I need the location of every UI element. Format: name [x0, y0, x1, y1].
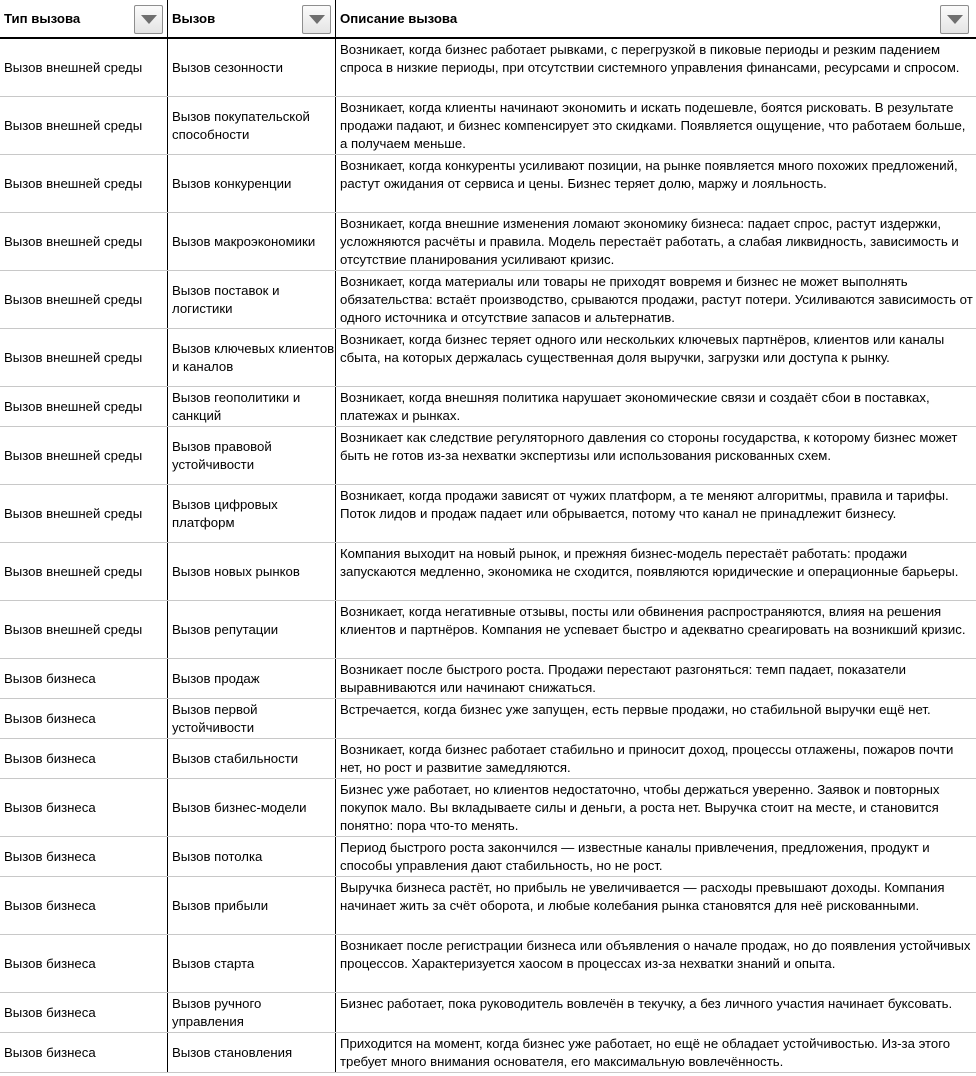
type-cell[interactable] — [0, 739, 168, 778]
description-cell[interactable] — [336, 659, 976, 698]
challenge-cell[interactable] — [168, 1033, 336, 1072]
challenge-cell-text: Вызов ручного управления — [172, 995, 262, 1029]
table-row — [0, 39, 976, 97]
type-cell-text: Вызов внешней среды — [4, 505, 143, 521]
type-cell-text: Вызов бизнеса — [4, 710, 96, 726]
table-row — [0, 329, 976, 387]
challenge-cell-text: Вызов поставок и логистики — [172, 282, 280, 316]
description-cell-text: Возникает, когда конкуренты усиливают позиции, на рынке появляется много похожих предложений, растут ожидания от сервиса и цены. Бизнес теряет долю, маржу и лояльность. — [340, 158, 958, 191]
challenge-cell[interactable] — [168, 97, 336, 154]
challenge-cell[interactable] — [168, 601, 336, 658]
filter-dropdown-type[interactable] — [134, 5, 163, 34]
description-cell[interactable] — [336, 485, 976, 542]
table-row — [0, 837, 976, 877]
type-cell[interactable] — [0, 155, 168, 212]
challenge-cell-text: Вызов становления — [172, 1044, 293, 1060]
type-cell-text: Вызов бизнеса — [4, 955, 96, 971]
challenge-cell[interactable] — [168, 427, 336, 484]
description-cell[interactable] — [336, 39, 976, 96]
challenge-cell[interactable] — [168, 39, 336, 96]
challenge-cell-text: Вызов продаж — [172, 670, 260, 686]
description-cell[interactable] — [336, 877, 976, 934]
description-cell-text: Возникает, когда внешняя политика нарушает экономические связи и создаёт сбои в поставках, платежах и рынках. — [340, 390, 930, 423]
challenge-cell[interactable] — [168, 329, 336, 386]
table-row — [0, 699, 976, 739]
table-row — [0, 155, 976, 213]
type-cell-text: Вызов бизнеса — [4, 799, 96, 815]
type-cell-text: Вызов бизнеса — [4, 848, 96, 864]
table-row — [0, 271, 976, 329]
type-cell[interactable] — [0, 837, 168, 876]
challenge-cell-text: Вызов сезонности — [172, 59, 283, 75]
chevron-down-icon — [947, 15, 963, 24]
type-cell-text: Вызов бизнеса — [4, 897, 96, 913]
type-cell-text: Вызов внешней среды — [4, 233, 143, 249]
description-cell-text: Период быстрого роста закончился — известные каналы привлечения, предложения, продукт и способы управления дают стабильность, но не рост. — [340, 840, 930, 873]
challenge-cell-text: Вызов ключевых клиентов и каналов — [172, 340, 335, 374]
type-cell-text: Вызов внешней среды — [4, 563, 143, 579]
challenge-cell[interactable] — [168, 387, 336, 426]
type-cell-text: Вызов внешней среды — [4, 447, 143, 463]
table-row — [0, 779, 976, 837]
description-cell[interactable] — [336, 779, 976, 836]
description-cell[interactable] — [336, 387, 976, 426]
table-row — [0, 387, 976, 427]
challenge-cell-text: Вызов макроэкономики — [172, 233, 316, 249]
challenge-cell[interactable] — [168, 837, 336, 876]
type-cell[interactable] — [0, 877, 168, 934]
table-row — [0, 601, 976, 659]
header-label-description: Описание вызова — [340, 11, 458, 26]
challenge-cell[interactable] — [168, 877, 336, 934]
header-row — [0, 0, 976, 39]
filter-dropdown-challenge[interactable] — [302, 5, 331, 34]
table-row — [0, 739, 976, 779]
description-cell[interactable] — [336, 837, 976, 876]
type-cell-text: Вызов внешней среды — [4, 175, 143, 191]
challenge-cell-text: Вызов первой устойчивости — [172, 701, 258, 735]
description-cell-text: Возникает, когда клиенты начинают экономить и искать подешевле, боятся рисковать. В результате продажи падают, и бизнес компенсирует это скидками. Появляется ощущение, что работаем больше, а получаем меньше. — [340, 100, 966, 151]
type-cell[interactable] — [0, 271, 168, 328]
type-cell[interactable] — [0, 1033, 168, 1072]
description-cell[interactable] — [336, 935, 976, 992]
description-cell[interactable] — [336, 97, 976, 154]
type-cell[interactable] — [0, 543, 168, 600]
header-cell-type — [0, 0, 168, 37]
description-cell-text: Возникает, когда бизнес работает рывками, с перегрузкой в пиковые периоды и резким падением спроса в низкие периоды, при отсутствии системного управления финансами, ресурсами и спросом. — [340, 42, 960, 75]
table-row — [0, 1033, 976, 1073]
challenge-cell[interactable] — [168, 271, 336, 328]
description-cell[interactable] — [336, 993, 976, 1032]
table-row — [0, 543, 976, 601]
description-cell[interactable] — [336, 271, 976, 328]
challenge-cell-text: Вызов конкуренции — [172, 175, 292, 191]
challenge-cell-text: Вызов правовой устойчивости — [172, 438, 272, 472]
challenge-cell-text: Вызов стабильности — [172, 750, 299, 766]
challenge-cell[interactable] — [168, 485, 336, 542]
table-row — [0, 877, 976, 935]
description-cell[interactable] — [336, 155, 976, 212]
challenge-cell[interactable] — [168, 993, 336, 1032]
type-cell-text: Вызов бизнеса — [4, 1044, 96, 1060]
description-cell-text: Возникает после быстрого роста. Продажи перестают разгоняться: темп падает, показатели выравниваются или начинают снижаться. — [340, 662, 906, 695]
description-cell-text: Встречается, когда бизнес уже запущен, есть первые продажи, но стабильной выручки ещё нет. — [340, 702, 931, 717]
challenge-cell[interactable] — [168, 659, 336, 698]
type-cell[interactable] — [0, 387, 168, 426]
header-cell-description — [336, 0, 976, 37]
challenge-cell[interactable] — [168, 155, 336, 212]
description-cell[interactable] — [336, 213, 976, 270]
description-cell[interactable] — [336, 699, 976, 738]
challenge-cell-text: Вызов цифровых платформ — [172, 496, 278, 530]
type-cell[interactable] — [0, 601, 168, 658]
challenge-cell-text: Вызов старта — [172, 955, 255, 971]
description-cell-text: Выручка бизнеса растёт, но прибыль не увеличивается — расходы превышают доходы. Компания начинает жить за счёт оборота, и любые колебания рынка становятся для неё рискованными. — [340, 880, 945, 913]
type-cell[interactable] — [0, 485, 168, 542]
challenge-cell-text: Вызов покупательской способности — [172, 108, 310, 142]
description-cell[interactable] — [336, 739, 976, 778]
type-cell-text: Вызов внешней среды — [4, 398, 143, 414]
challenge-cell[interactable] — [168, 935, 336, 992]
description-cell-text: Компания выходит на новый рынок, и прежняя бизнес-модель перестаёт работать: продажи запускаются медленно, экономика не сходится, появляются юридические и операционные барьеры. — [340, 546, 959, 579]
challenge-cell[interactable] — [168, 543, 336, 600]
table-row — [0, 97, 976, 155]
table-row — [0, 935, 976, 993]
type-cell-text: Вызов бизнеса — [4, 670, 96, 686]
type-cell-text: Вызов бизнеса — [4, 750, 96, 766]
challenge-cell-text: Вызов потолка — [172, 848, 263, 864]
type-cell[interactable] — [0, 779, 168, 836]
challenge-cell-text: Вызов новых рынков — [172, 563, 300, 579]
description-cell-text: Возникает как следствие регуляторного давления со стороны государства, к которому бизнес может быть не готов из-за нехватки экспертизы или использования рискованных схем. — [340, 430, 958, 463]
chevron-down-icon — [141, 15, 157, 24]
header-label-challenge: Вызов — [172, 11, 216, 26]
description-cell[interactable] — [336, 427, 976, 484]
type-cell-text: Вызов внешней среды — [4, 621, 143, 637]
filter-dropdown-description[interactable] — [940, 5, 969, 34]
type-cell-text: Вызов внешней среды — [4, 117, 143, 133]
challenge-cell-text: Вызов репутации — [172, 621, 279, 637]
header-label-type: Тип вызова — [4, 11, 81, 26]
description-cell-text: Приходится на момент, когда бизнес уже работает, но ещё не обладает устойчивостью. Из-за этого требует много внимания основателя, его максимальную вовлечённость. — [340, 1036, 951, 1069]
challenge-cell-text: Вызов геополитики и санкций — [172, 389, 301, 423]
type-cell[interactable] — [0, 329, 168, 386]
description-cell[interactable] — [336, 1033, 976, 1072]
description-cell[interactable] — [336, 543, 976, 600]
challenge-cell[interactable] — [168, 779, 336, 836]
header-cell-challenge — [168, 0, 336, 37]
type-cell[interactable] — [0, 213, 168, 270]
type-cell-text: Вызов внешней среды — [4, 349, 143, 365]
description-cell-text: Возникает, когда материалы или товары не приходят вовремя и бизнес не может выполнять обязательства: встаёт производство, срываются продажи, растут потери. Усиливаются зависимость от одного источника и отсутствие запасов и альтернатив. — [340, 274, 973, 325]
table-row — [0, 485, 976, 543]
description-cell-text: Возникает, когда негативные отзывы, посты или обвинения распространяются, влияя на решения клиентов и партнёров. Компания не успевает быстро и адекватно среагировать на возникший кризис. — [340, 604, 966, 637]
description-cell-text: Возникает, когда бизнес теряет одного или нескольких ключевых партнёров, клиентов или каналы сбыта, на которых держалась существенная доля выручки, загрузки или доступа к рынку. — [340, 332, 945, 365]
table-body — [0, 39, 976, 1073]
description-cell-text: Возникает, когда продажи зависят от чужих платформ, а те меняют алгоритмы, правила и тарифы. Поток лидов и продаж падает или обрывается, потому что канал не принадлежит бизнесу. — [340, 488, 949, 521]
table-row — [0, 993, 976, 1033]
type-cell[interactable] — [0, 993, 168, 1032]
table-row — [0, 213, 976, 271]
type-cell-text: Вызов внешней среды — [4, 59, 143, 75]
type-cell-text: Вызов бизнеса — [4, 1004, 96, 1020]
type-cell[interactable] — [0, 39, 168, 96]
challenge-cell-text: Вызов бизнес-модели — [172, 799, 307, 815]
type-cell-text: Вызов внешней среды — [4, 291, 143, 307]
description-cell[interactable] — [336, 329, 976, 386]
challenge-cell[interactable] — [168, 699, 336, 738]
type-cell[interactable] — [0, 699, 168, 738]
challenge-cell-text: Вызов прибыли — [172, 897, 269, 913]
challenge-cell[interactable] — [168, 739, 336, 778]
description-cell-text: Бизнес работает, пока руководитель вовлечён в текучку, а без личного участия начинает буксовать. — [340, 996, 953, 1011]
type-cell[interactable] — [0, 659, 168, 698]
table-row — [0, 427, 976, 485]
description-cell-text: Возникает после регистрации бизнеса или объявления о начале продаж, но до появления устойчивых процессов. Характеризуется хаосом в процессах из-за нехватки знаний и опыта. — [340, 938, 971, 971]
description-cell-text: Возникает, когда бизнес работает стабильно и приносит доход, процессы отлажены, пожаров почти нет, но рост и развитие замедляются. — [340, 742, 954, 775]
description-cell-text: Бизнес уже работает, но клиентов недостаточно, чтобы держаться уверенно. Заявок и повторных покупок мало. Вы вкладываете силы и деньги, а роста нет. Выручка стоит на месте, и становится понятно: пора что-то менять. — [340, 782, 940, 833]
description-cell[interactable] — [336, 601, 976, 658]
chevron-down-icon — [309, 15, 325, 24]
challenge-cell[interactable] — [168, 213, 336, 270]
type-cell[interactable] — [0, 427, 168, 484]
type-cell[interactable] — [0, 935, 168, 992]
type-cell[interactable] — [0, 97, 168, 154]
table-row — [0, 659, 976, 699]
description-cell-text: Возникает, когда внешние изменения ломают экономику бизнеса: падает спрос, растут издержки, усложняются расчёты и правила. Модель перестаёт работать, а слабая ликвидность, зависимость и отсутствие планирования усиливают кризис. — [340, 216, 959, 267]
